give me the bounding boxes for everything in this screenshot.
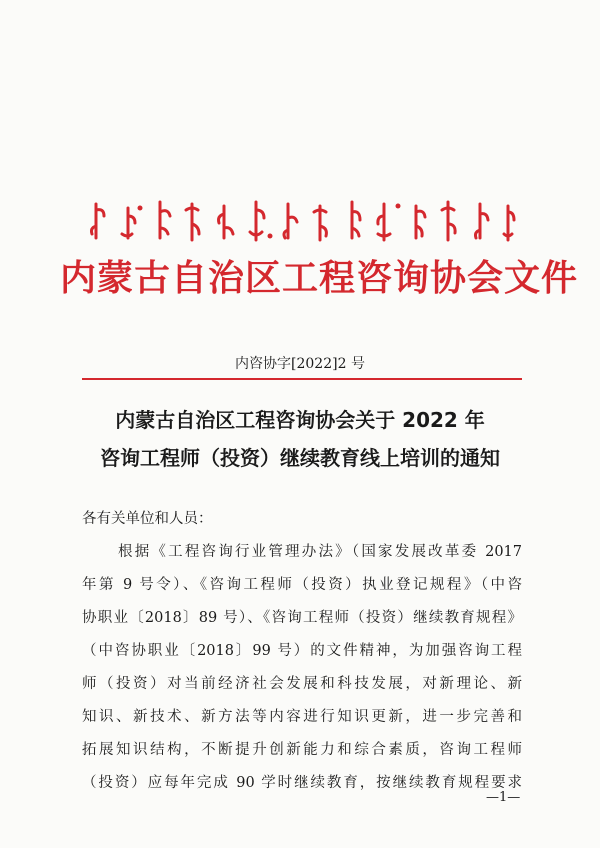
red-divider-line — [82, 378, 522, 380]
salutation: 各有关单位和人员： — [82, 511, 213, 527]
mongolian-script-glyphs — [88, 198, 518, 244]
body-line: 协职业〔2018〕89 号）、《咨询工程师（投资）继续教育规程》 — [82, 610, 522, 626]
organization-title: 内蒙古自治区工程咨询协会文件 — [60, 258, 579, 299]
body-line: 拓展知识结构，不断提升创新能力和综合素质，咨询工程师 — [82, 742, 522, 758]
body-line: 师（投资）对当前经济社会发展和科技发展，对新理论、新 — [82, 676, 522, 692]
body-line: 根据《工程咨询行业管理办法》（国家发展改革委 2017 — [118, 544, 522, 560]
body-line: （投资）应每年完成 90 学时继续教育，按继续教育规程要求 — [82, 775, 522, 791]
body-line: （中咨协职业〔2018〕99 号）的文件精神，为加强咨询工程 — [82, 643, 522, 659]
body-line: 年第 9 号令）、《咨询工程师（投资）执业登记规程》（中咨 — [82, 577, 522, 593]
body-line: 知识、新技术、新方法等内容进行知识更新，进一步完善和 — [82, 709, 522, 725]
mongolian-script-title — [88, 198, 518, 244]
notice-title-line-2: 咨询工程师（投资）继续教育线上培训的通知 — [100, 446, 500, 470]
document-number: 内咨协字[2022]2 号 — [235, 356, 365, 372]
page-number: —1— — [486, 790, 521, 805]
notice-title-line-1: 内蒙古自治区工程咨询协会关于 2022 年 — [115, 408, 485, 432]
